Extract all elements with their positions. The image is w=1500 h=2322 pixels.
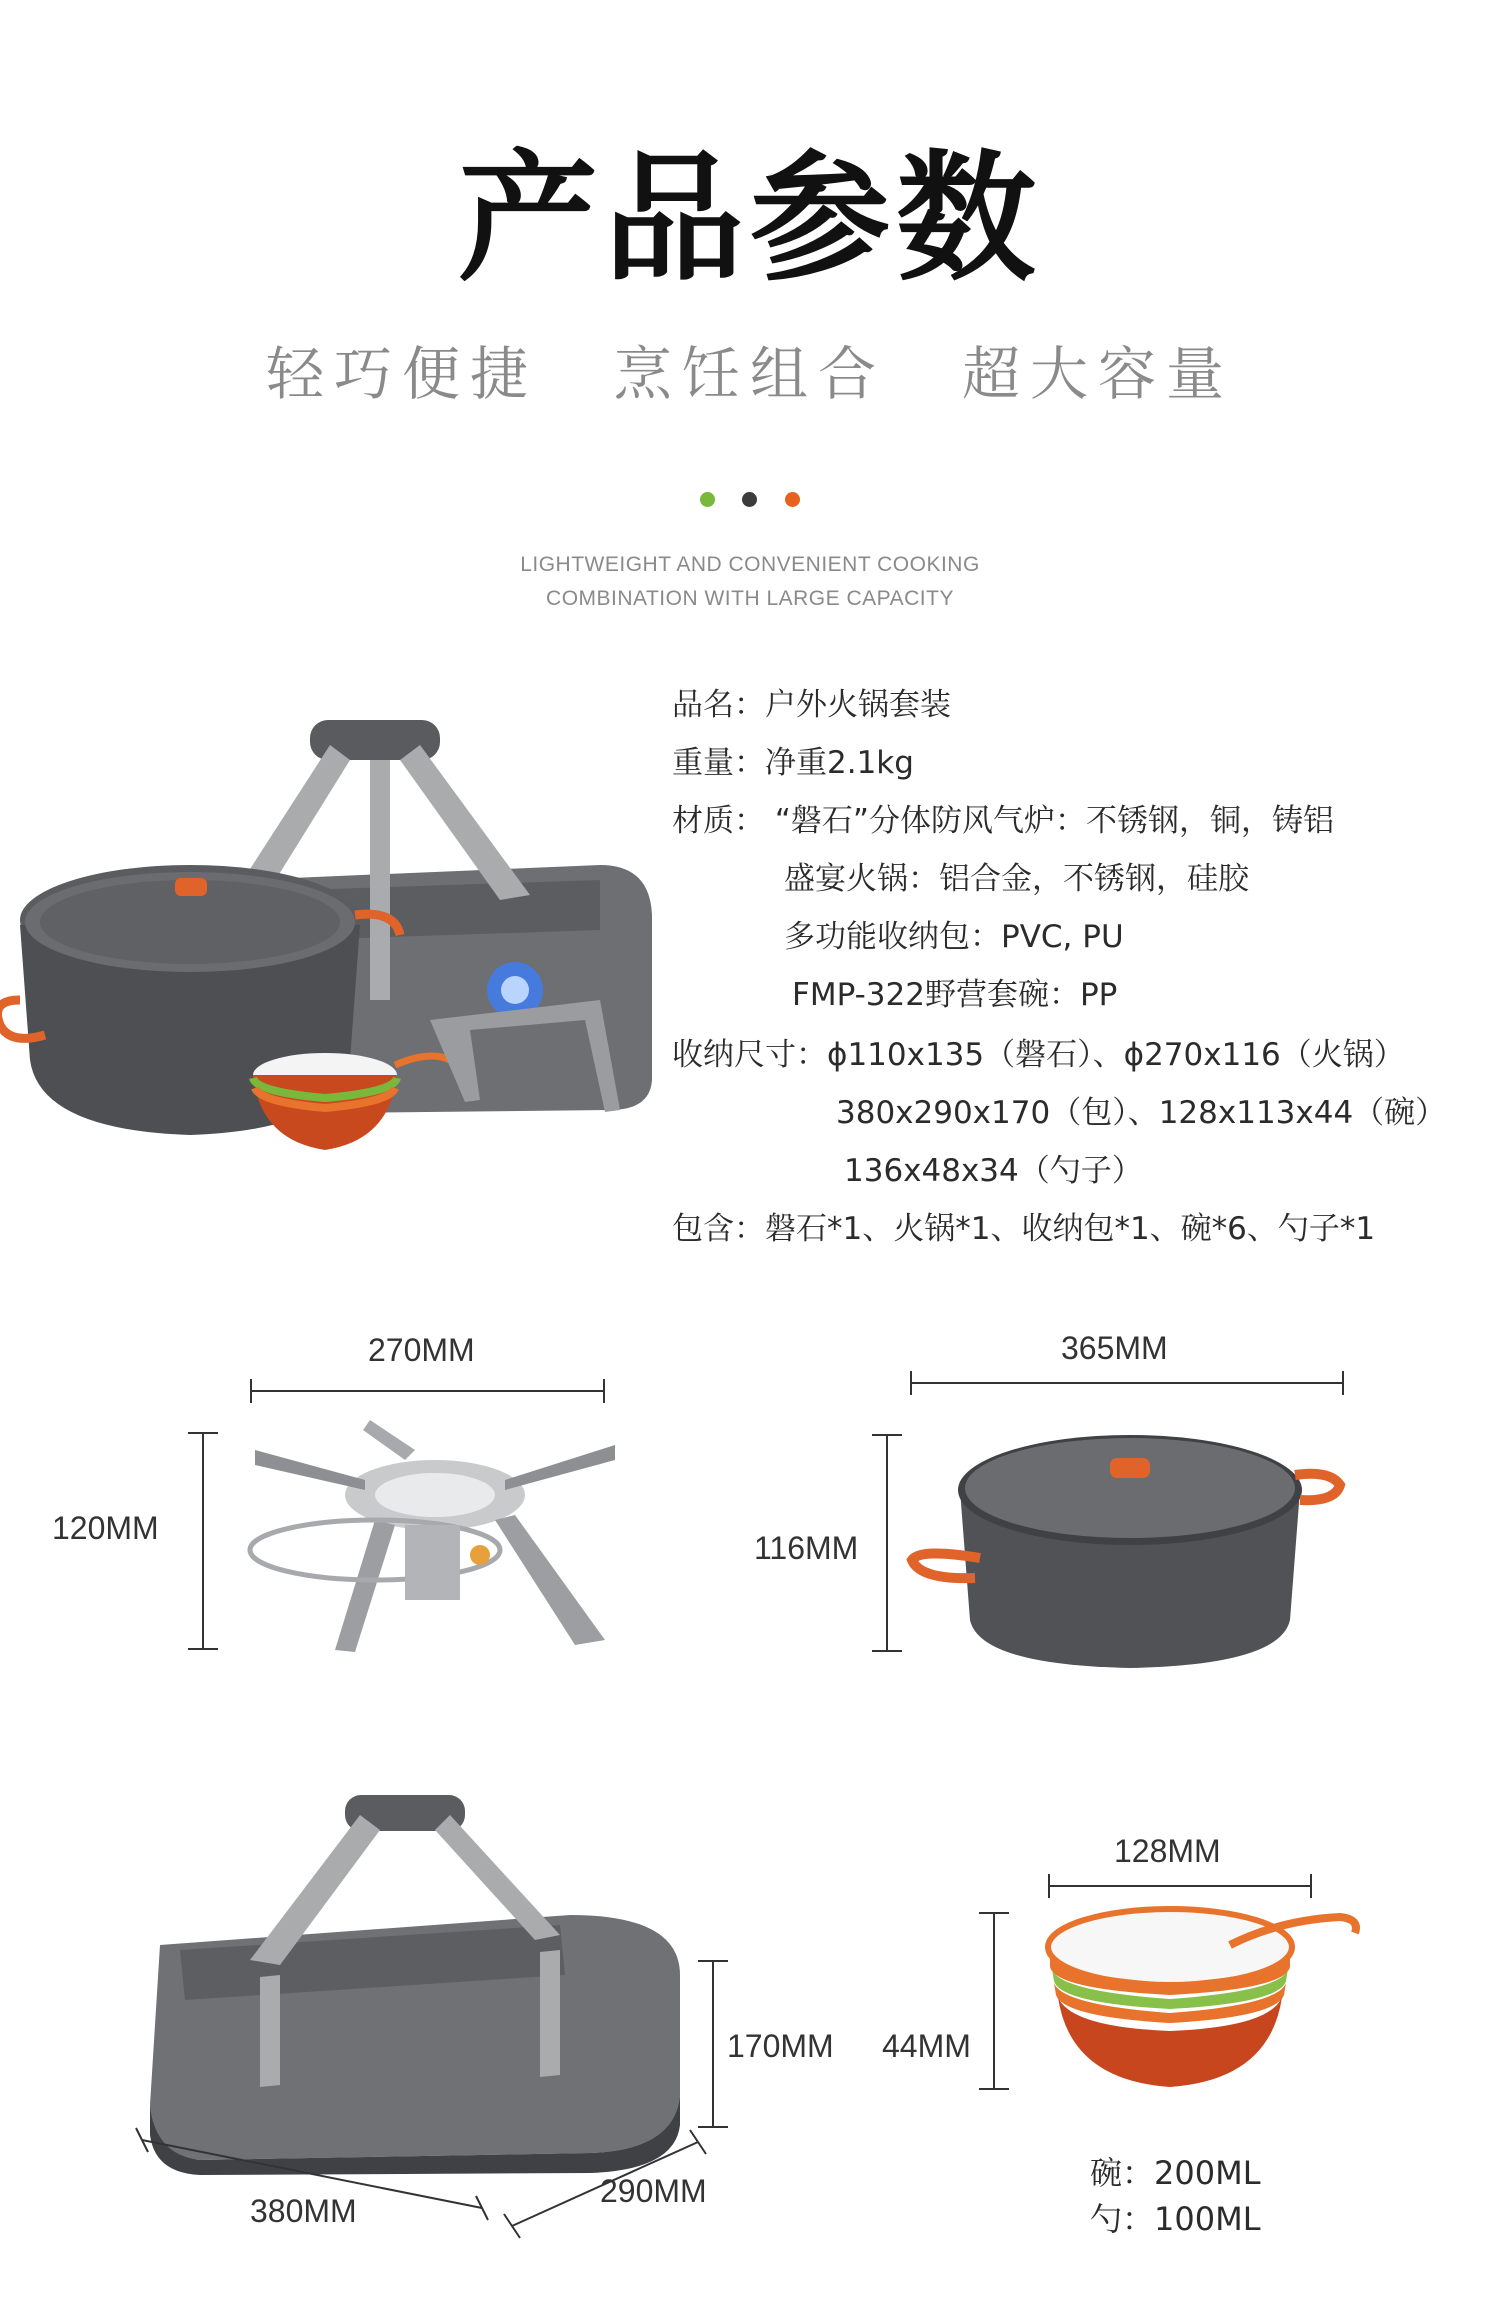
pot-width-line [910, 1382, 1344, 1384]
pot-width-tick-left [910, 1371, 912, 1395]
stove-height-label: 120MM [52, 1510, 159, 1546]
stove-height-tick-bottom [188, 1648, 218, 1650]
green-dot [700, 492, 715, 507]
subtitle-1: 轻巧便捷 [265, 340, 538, 408]
pot-height-tick-bottom [872, 1650, 902, 1652]
bowl-width-tick-right [1310, 1874, 1312, 1898]
pot-width-label: 365MM [1061, 1330, 1168, 1366]
english-tagline [0, 548, 1500, 616]
subtitle-3: 超大容量 [962, 340, 1235, 408]
spec-size: 收纳尺寸：ϕ110x135（磐石）、ϕ270x116（火锅） [672, 1037, 1405, 1073]
spec-size-3: 136x48x34（勺子） [844, 1153, 1143, 1189]
bowl-height-line [993, 1912, 995, 2090]
spec-weight: 重量：净重2.1kg [672, 745, 914, 781]
english-line-1: LIGHTWEIGHT AND CONVENIENT COOKING [520, 553, 980, 576]
spec-name: 品名：户外火锅套装 [672, 687, 951, 723]
bag-depth-label: 290MM [600, 2173, 707, 2209]
bag-photo [140, 1775, 700, 2175]
bowl-height-tick-top [979, 1912, 1009, 1914]
pot-photo [900, 1430, 1350, 1670]
dark-dot [742, 492, 757, 507]
stove-photo [245, 1410, 625, 1670]
bag-length-label: 380MM [250, 2193, 357, 2229]
page-title: 产品参数 [457, 138, 1042, 301]
stove-width-line [250, 1390, 605, 1392]
bowl-volume: 碗：200ML [1090, 2154, 1261, 2192]
bowl-height-label: 44MM [882, 2028, 971, 2064]
bowls-photo [1040, 1905, 1370, 2095]
bowl-width-label: 128MM [1114, 1833, 1221, 1869]
bag-height-label: 170MM [727, 2028, 834, 2064]
stove-width-tick-right [603, 1379, 605, 1403]
english-line-2: COMBINATION WITH LARGE CAPACITY [546, 587, 954, 610]
stove-width-label: 270MM [368, 1332, 475, 1368]
bowl-width-line [1048, 1885, 1312, 1887]
bowl-width-tick-left [1048, 1874, 1050, 1898]
spec-size-2: 380x290x170（包）、128x113x44（碗） [836, 1095, 1447, 1131]
stove-height-tick-top [188, 1432, 218, 1434]
subtitle-2: 烹饪组合 [613, 340, 886, 408]
spec-contents: 包含：磐石*1、火锅*1、收纳包*1、碗*6、勺子*1 [672, 1211, 1376, 1247]
spoon-volume: 勺：100ML [1090, 2200, 1261, 2238]
subtitle [0, 340, 1500, 408]
orange-dot [785, 492, 800, 507]
pot-height-line [886, 1434, 888, 1652]
product-photo-set [0, 700, 660, 1160]
bowl-height-tick-bottom [979, 2088, 1009, 2090]
pot-height-tick-top [872, 1434, 902, 1436]
spec-material-bowl: FMP-322野营套碗：PP [792, 977, 1118, 1013]
spec-material-bag: 多功能收纳包：PVC, PU [784, 919, 1124, 955]
bag-height-line [712, 1960, 714, 2128]
pot-width-tick-right [1342, 1371, 1344, 1395]
bag-height-tick-top [698, 1960, 728, 1962]
spec-material-pot: 盛宴火锅：铝合金，不锈钢，硅胶 [784, 861, 1249, 897]
stove-width-tick-left [250, 1379, 252, 1403]
spec-material: 材质： “磐石”分体防风气炉：不锈钢，铜，铸铝 [672, 803, 1334, 839]
decorative-dots [698, 492, 802, 512]
pot-height-label: 116MM [754, 1530, 859, 1566]
stove-height-line [202, 1432, 204, 1650]
